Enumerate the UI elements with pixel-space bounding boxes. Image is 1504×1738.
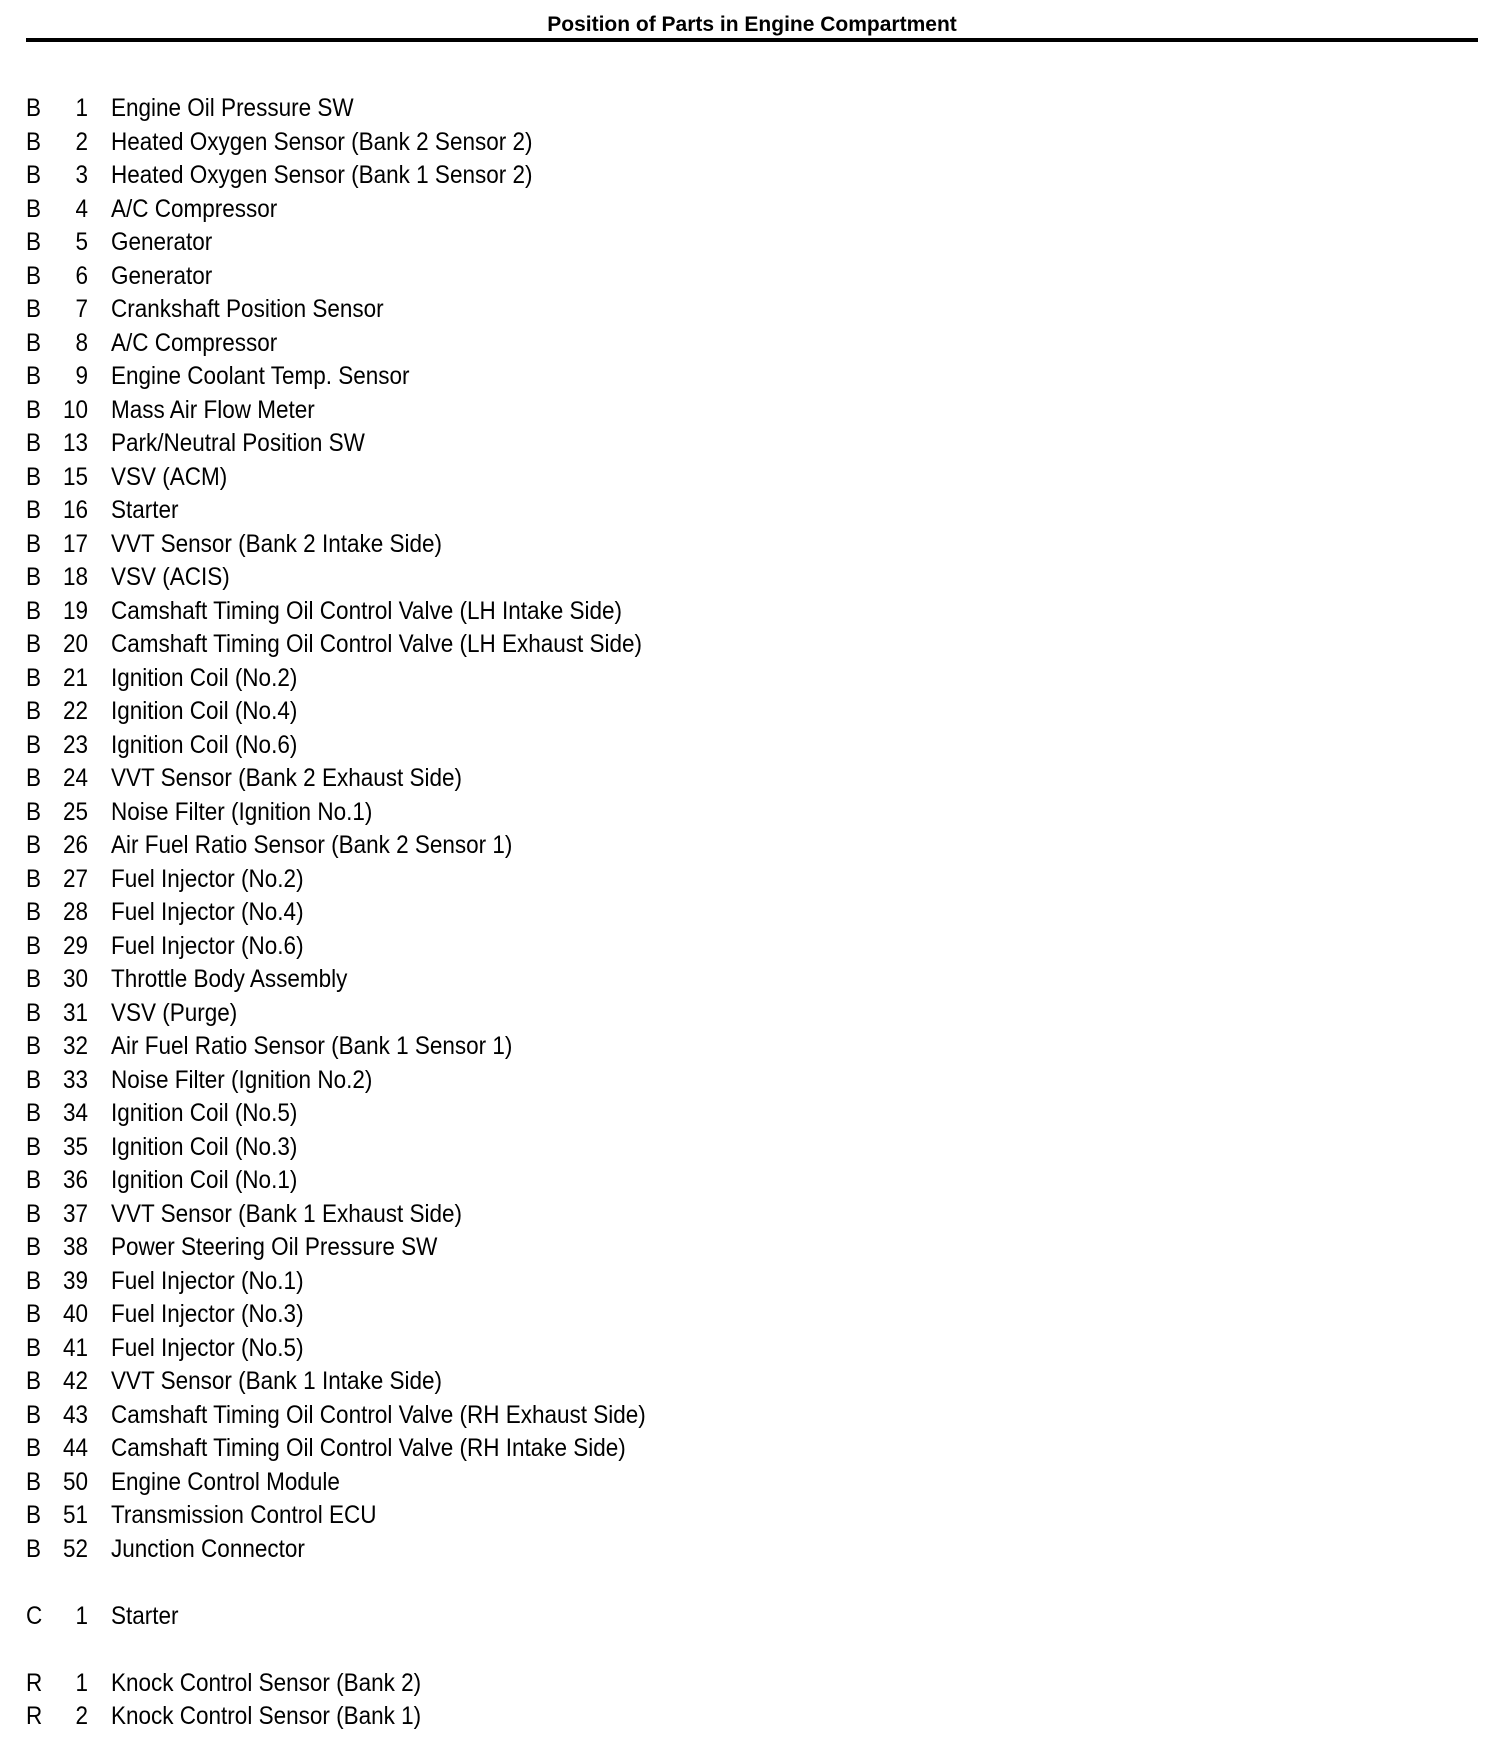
part-number: 1: [75, 1668, 88, 1697]
part-number: 22: [62, 697, 88, 725]
part-name: Fuel Injector (No.1): [111, 1266, 304, 1295]
part-name: Camshaft Timing Oil Control Valve (LH Exhaust Side): [111, 630, 643, 658]
part-number: 15: [62, 462, 88, 491]
part-row: [26, 1432, 1326, 1466]
part-number: 4: [75, 194, 88, 223]
part-code: B: [26, 1099, 42, 1127]
part-number: 18: [62, 563, 88, 591]
part-code: B: [26, 161, 42, 189]
part-row: [26, 896, 1326, 930]
part-row: [26, 1030, 1326, 1064]
part-number: 20: [62, 630, 88, 658]
part-name: VVT Sensor (Bank 1 Intake Side): [111, 1367, 443, 1395]
part-code: B: [26, 864, 42, 893]
part-number: 19: [62, 596, 88, 625]
part-number: 17: [62, 529, 88, 558]
part-code: B: [26, 496, 42, 524]
part-code: B: [26, 462, 42, 491]
part-code: B: [26, 596, 42, 625]
part-number: 6: [75, 261, 88, 290]
part-number: 32: [62, 1032, 88, 1060]
part-code: B: [26, 998, 42, 1027]
part-name: Heated Oxygen Sensor (Bank 2 Sensor 2): [111, 127, 533, 156]
part-name: Fuel Injector (No.4): [111, 898, 304, 926]
part-name: Air Fuel Ratio Sensor (Bank 2 Sensor 1): [111, 831, 513, 859]
part-name: Noise Filter (Ignition No.2): [111, 1065, 373, 1094]
part-name: VVT Sensor (Bank 2 Exhaust Side): [111, 764, 463, 792]
part-row: [26, 561, 1326, 595]
part-name: Starter: [111, 1601, 179, 1630]
part-name: Engine Coolant Temp. Sensor: [111, 362, 410, 390]
part-row: [26, 92, 1326, 126]
part-number: 38: [62, 1233, 88, 1261]
part-name: Ignition Coil (No.6): [111, 730, 298, 759]
part-name: Ignition Coil (No.5): [111, 1099, 298, 1127]
part-row: [26, 1466, 1326, 1500]
part-row: [26, 293, 1326, 327]
part-row: [26, 1700, 1326, 1734]
part-code: B: [26, 931, 42, 960]
part-row: [26, 1499, 1326, 1533]
parts-list: [26, 92, 1326, 1734]
part-name: Transmission Control ECU: [111, 1501, 377, 1529]
part-code: R: [26, 1668, 43, 1697]
part-code: B: [26, 563, 42, 591]
part-name: VSV (ACM): [111, 462, 228, 491]
part-number: 34: [62, 1099, 88, 1127]
part-number: 1: [75, 94, 88, 122]
part-code: B: [26, 663, 42, 692]
part-number: 43: [62, 1400, 88, 1429]
part-code: B: [26, 1166, 42, 1194]
part-row: [26, 1533, 1326, 1567]
part-row: [26, 762, 1326, 796]
part-row: [26, 930, 1326, 964]
page-title: Position of Parts in Engine Compartment: [547, 13, 957, 36]
title-rule: [26, 38, 1478, 42]
part-code: B: [26, 328, 42, 357]
part-number: 24: [62, 764, 88, 792]
part-code: B: [26, 697, 42, 725]
part-code: B: [26, 1300, 42, 1328]
part-name: A/C Compressor: [111, 194, 278, 223]
part-name: Fuel Injector (No.5): [111, 1333, 304, 1362]
part-code: B: [26, 127, 42, 156]
part-number: 31: [62, 998, 88, 1027]
part-row: [26, 729, 1326, 763]
part-number: 42: [62, 1367, 88, 1395]
part-row: [26, 1667, 1326, 1701]
part-name: Engine Oil Pressure SW: [111, 94, 354, 122]
part-number: 13: [62, 429, 88, 457]
part-name: Power Steering Oil Pressure SW: [111, 1233, 438, 1261]
part-name: VVT Sensor (Bank 1 Exhaust Side): [111, 1199, 463, 1228]
part-name: Starter: [111, 496, 179, 524]
part-code: R: [26, 1702, 43, 1730]
part-code: B: [26, 1434, 42, 1462]
part-code: B: [26, 228, 42, 256]
part-number: 33: [62, 1065, 88, 1094]
part-code: B: [26, 261, 42, 290]
part-name: A/C Compressor: [111, 328, 278, 357]
part-row: [26, 1231, 1326, 1265]
part-row: [26, 997, 1326, 1031]
part-row: [26, 159, 1326, 193]
part-row: [26, 494, 1326, 528]
part-code: B: [26, 965, 42, 993]
part-name: Fuel Injector (No.3): [111, 1300, 304, 1328]
part-name: Crankshaft Position Sensor: [111, 295, 384, 323]
part-number: 9: [75, 362, 88, 390]
part-number: 35: [62, 1132, 88, 1161]
part-code: B: [26, 1333, 42, 1362]
part-row: [26, 963, 1326, 997]
part-name: Knock Control Sensor (Bank 2): [111, 1668, 422, 1697]
part-number: 44: [62, 1434, 88, 1462]
part-name: Air Fuel Ratio Sensor (Bank 1 Sensor 1): [111, 1032, 513, 1060]
part-name: Mass Air Flow Meter: [111, 395, 315, 424]
part-code: B: [26, 1400, 42, 1429]
part-row: [26, 1064, 1326, 1098]
part-row: [26, 1332, 1326, 1366]
part-row: [26, 1131, 1326, 1165]
part-number: 28: [62, 898, 88, 926]
part-row: [26, 193, 1326, 227]
part-number: 40: [62, 1300, 88, 1328]
part-row: [26, 461, 1326, 495]
part-name: Ignition Coil (No.3): [111, 1132, 298, 1161]
part-name: VSV (Purge): [111, 998, 238, 1027]
part-name: Ignition Coil (No.2): [111, 663, 298, 692]
part-number: 21: [62, 663, 88, 692]
part-code: B: [26, 797, 42, 826]
part-code: B: [26, 1534, 42, 1563]
part-name: Camshaft Timing Oil Control Valve (LH Intake Side): [111, 596, 623, 625]
part-number: 25: [62, 797, 88, 826]
part-code: B: [26, 1065, 42, 1094]
part-row: [26, 796, 1326, 830]
part-number: 8: [75, 328, 88, 357]
part-code: B: [26, 730, 42, 759]
part-number: 30: [62, 965, 88, 993]
part-code: B: [26, 1367, 42, 1395]
part-number: 3: [75, 161, 88, 189]
part-row: [26, 1164, 1326, 1198]
part-name: Camshaft Timing Oil Control Valve (RH Intake Side): [111, 1434, 626, 1462]
part-name: Camshaft Timing Oil Control Valve (RH Exhaust Side): [111, 1400, 646, 1429]
part-row: [26, 126, 1326, 160]
part-row: [26, 1600, 1326, 1634]
part-number: 37: [62, 1199, 88, 1228]
part-name: Park/Neutral Position SW: [111, 429, 365, 457]
part-code: B: [26, 395, 42, 424]
part-code: B: [26, 1199, 42, 1228]
part-number: 26: [62, 831, 88, 859]
part-code: B: [26, 1266, 42, 1295]
part-row: [26, 863, 1326, 897]
part-number: 36: [62, 1166, 88, 1194]
part-number: 23: [62, 730, 88, 759]
part-row: [26, 1097, 1326, 1131]
part-code: C: [26, 1601, 43, 1630]
part-code: B: [26, 630, 42, 658]
part-row: [26, 226, 1326, 260]
part-number: 52: [62, 1534, 88, 1563]
part-code: B: [26, 1233, 42, 1261]
part-name: Engine Control Module: [111, 1467, 340, 1496]
part-name: Generator: [111, 228, 213, 256]
part-number: 29: [62, 931, 88, 960]
part-name: VSV (ACIS): [111, 563, 230, 591]
part-name: Junction Connector: [111, 1534, 305, 1563]
part-row: [26, 327, 1326, 361]
part-number: 51: [62, 1501, 88, 1529]
part-number: 2: [75, 127, 88, 156]
part-number: 2: [75, 1702, 88, 1730]
part-number: 5: [75, 228, 88, 256]
part-code: B: [26, 194, 42, 223]
part-number: 39: [62, 1266, 88, 1295]
part-row: [26, 595, 1326, 629]
part-code: B: [26, 429, 42, 457]
part-number: 41: [62, 1333, 88, 1362]
part-name: Fuel Injector (No.6): [111, 931, 304, 960]
part-row: [26, 427, 1326, 461]
part-code: B: [26, 529, 42, 558]
part-code: B: [26, 1467, 42, 1496]
part-row: [26, 1365, 1326, 1399]
part-row: [26, 662, 1326, 696]
part-name: Noise Filter (Ignition No.1): [111, 797, 373, 826]
part-row: [26, 829, 1326, 863]
part-row: [26, 394, 1326, 428]
part-name: Ignition Coil (No.4): [111, 697, 298, 725]
part-row: [26, 1198, 1326, 1232]
part-number: 7: [75, 295, 88, 323]
part-name: Fuel Injector (No.2): [111, 864, 304, 893]
part-row: [26, 695, 1326, 729]
part-row: [26, 1265, 1326, 1299]
part-name: Throttle Body Assembly: [111, 965, 348, 993]
part-code: B: [26, 1132, 42, 1161]
part-code: B: [26, 1501, 42, 1529]
part-number: 50: [62, 1467, 88, 1496]
part-name: Ignition Coil (No.1): [111, 1166, 298, 1194]
part-name: VVT Sensor (Bank 2 Intake Side): [111, 529, 443, 558]
part-row: [26, 360, 1326, 394]
part-name: Heated Oxygen Sensor (Bank 1 Sensor 2): [111, 161, 533, 189]
part-code: B: [26, 764, 42, 792]
part-number: 1: [75, 1601, 88, 1630]
part-number: 16: [62, 496, 88, 524]
part-code: B: [26, 94, 42, 122]
part-code: B: [26, 831, 42, 859]
part-code: B: [26, 898, 42, 926]
part-name: Knock Control Sensor (Bank 1): [111, 1702, 422, 1730]
part-code: B: [26, 362, 42, 390]
part-row: [26, 628, 1326, 662]
part-code: B: [26, 1032, 42, 1060]
part-number: 27: [62, 864, 88, 893]
part-row: [26, 1399, 1326, 1433]
part-name: Generator: [111, 261, 213, 290]
part-code: B: [26, 295, 42, 323]
part-row: [26, 528, 1326, 562]
part-number: 10: [62, 395, 88, 424]
part-row: [26, 260, 1326, 294]
part-row: [26, 1298, 1326, 1332]
